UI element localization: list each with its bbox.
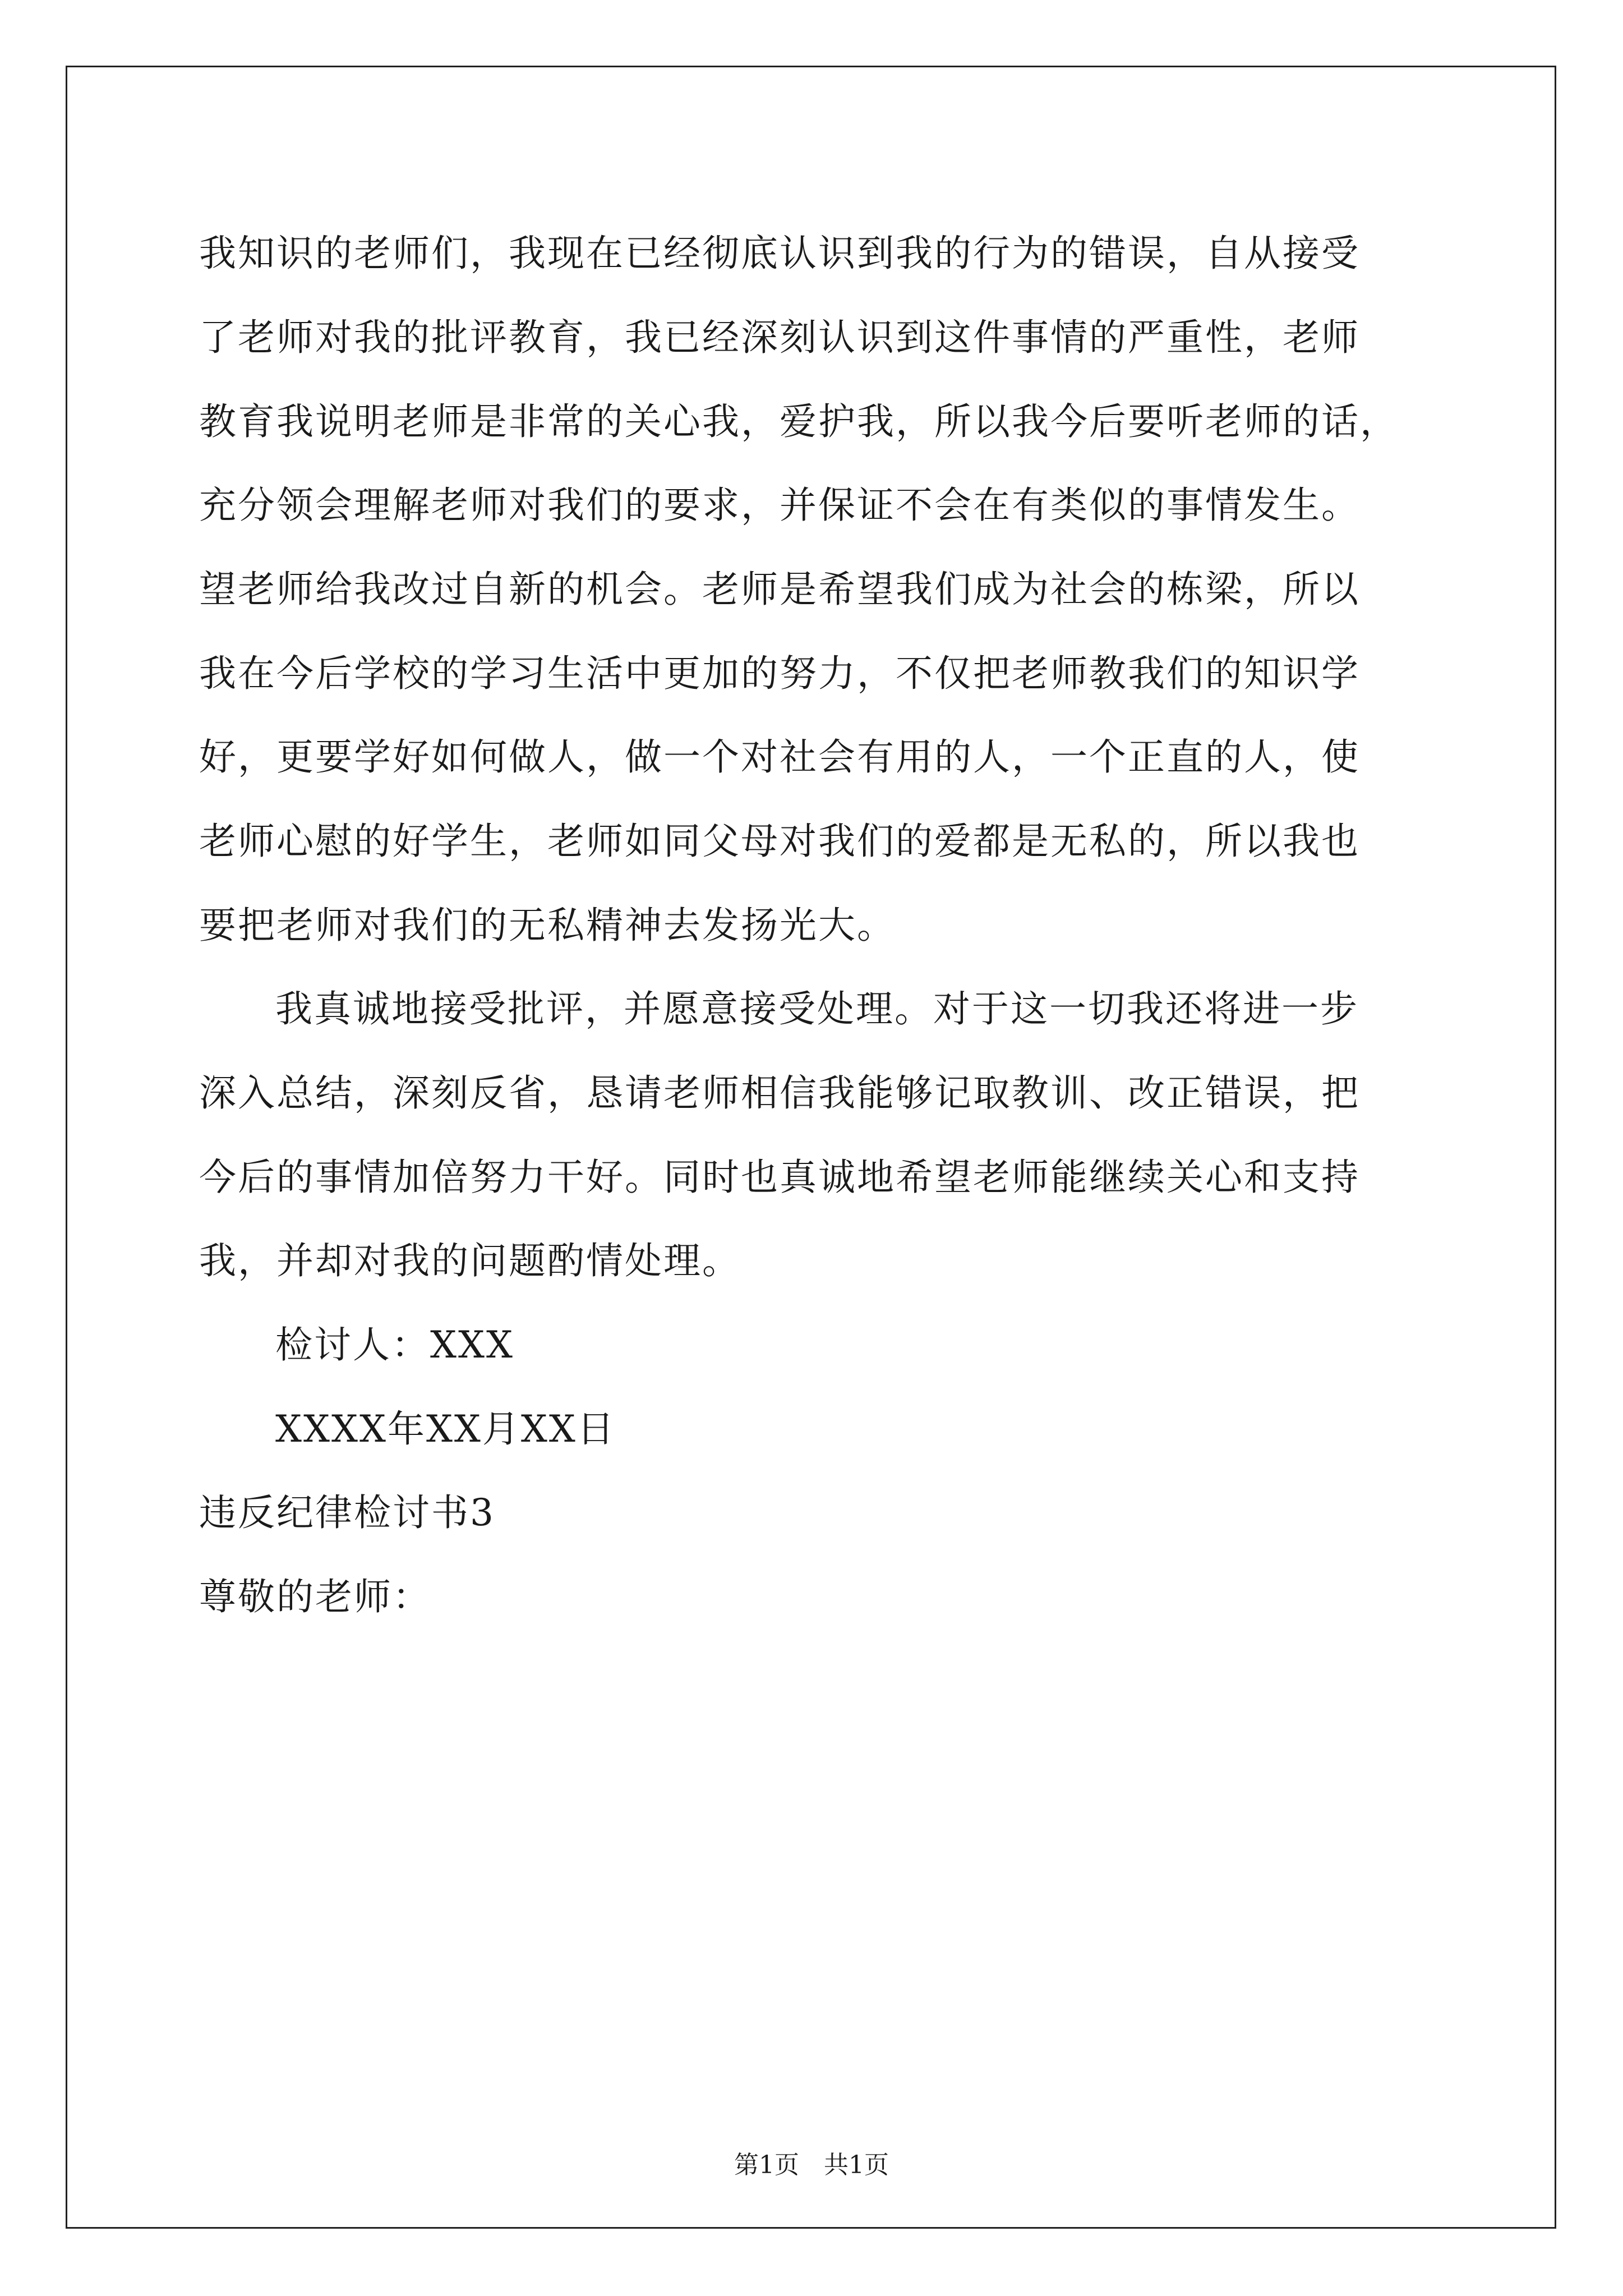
paragraph-line: 我，并却对我的问题酌情处理。 bbox=[199, 1239, 741, 1282]
date-line: XXXX年XX月XX日 bbox=[275, 1407, 616, 1451]
paragraph-line: 充分领会理解老师对我们的要求，并保证不会在有类似的事情发生。 bbox=[199, 484, 1360, 527]
salutation: 尊敬的老师： bbox=[199, 1575, 431, 1618]
paragraph-line: 好，更要学好如何做人，做一个对社会有用的人，一个正直的人，使 bbox=[199, 735, 1360, 779]
paragraph-line: 老师心慰的好学生，老师如同父母对我们的爱都是无私的，所以我也 bbox=[199, 820, 1360, 863]
paragraph-line: 了老师对我的批评教育，我已经深刻认识到这件事情的严重性，老师 bbox=[199, 316, 1360, 359]
page-number: 第1页 bbox=[734, 2151, 799, 2179]
page-footer bbox=[0, 2148, 1623, 2182]
section-title: 违反纪律检讨书3 bbox=[199, 1491, 495, 1534]
paragraph-line: 望老师给我改过自新的机会。老师是希望我们成为社会的栋梁，所以 bbox=[199, 568, 1360, 611]
paragraph-line: 我在今后学校的学习生活中更加的努力，不仅把老师教我们的知识学 bbox=[199, 652, 1360, 695]
paragraph-line: 我知识的老师们，我现在已经彻底认识到我的行为的错误，自从接受 bbox=[199, 232, 1360, 275]
paragraph-line: 我真诚地接受批评，并愿意接受处理。对于这一切我还将进一步 bbox=[275, 987, 1359, 1030]
paragraph-line: 今后的事情加倍努力干好。同时也真诚地希望老师能继续关心和支持 bbox=[199, 1156, 1360, 1199]
signature-line: 检讨人：XXX bbox=[275, 1323, 514, 1366]
paragraph-line: 教育我说明老师是非常的关心我，爱护我，所以我今后要听老师的话， bbox=[199, 400, 1399, 443]
paragraph-line: 要把老师对我们的无私精神去发扬光大。 bbox=[199, 904, 896, 947]
page-total: 共1页 bbox=[824, 2151, 889, 2179]
paragraph-line: 深入总结，深刻反省，恳请老师相信我能够记取教训、改正错误，把 bbox=[199, 1071, 1360, 1115]
